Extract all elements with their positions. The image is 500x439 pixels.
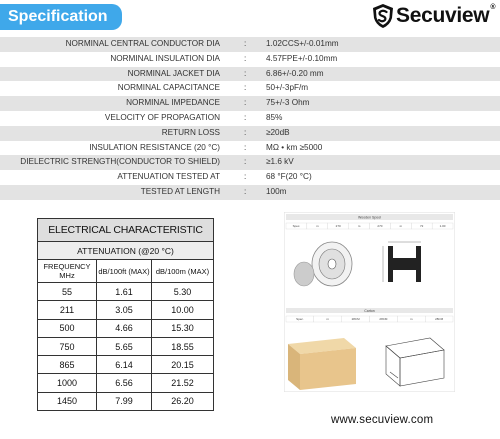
spec-row — [0, 155, 500, 170]
db-100m-cell: 5.30 — [152, 283, 214, 301]
electrical-subtitle: ATTENUATION (@20 °C) — [38, 242, 214, 260]
table-row — [38, 356, 214, 374]
carton-title: Carton — [364, 309, 375, 313]
header-cell: m — [399, 224, 403, 229]
db-100ft-cell: 6.56 — [97, 374, 152, 392]
spec-value: 50+/-3pF/m — [266, 83, 309, 93]
spec-label: NORMINAL JACKET DIA — [127, 68, 220, 78]
spec-row — [0, 141, 500, 156]
spec-label: INSULATION RESISTANCE (20 °C) — [89, 142, 220, 152]
spec-value: 85% — [266, 112, 283, 122]
spec-row — [0, 81, 500, 96]
db-100m-cell: 26.20 — [152, 392, 214, 410]
header-db-100m: dB/100m (MAX) — [152, 260, 214, 283]
packaging-diagram — [284, 212, 455, 392]
header-cell: Spec. — [296, 317, 304, 322]
frequency-cell: 1000 — [38, 374, 97, 392]
frequency-cell: 55 — [38, 283, 97, 301]
section-title: Specification — [0, 4, 122, 30]
spec-label: NORMINAL CAPACITANCE — [117, 83, 220, 93]
table-row — [38, 392, 214, 410]
frequency-cell: 750 — [38, 337, 97, 355]
spec-separator: : — [244, 98, 247, 108]
header-cell: 1.00 — [439, 224, 446, 229]
table-row — [38, 319, 214, 337]
db-100m-cell: 18.55 — [152, 337, 214, 355]
spec-label: DIELECTRIC STRENGTH(CONDUCTOR TO SHIELD) — [20, 157, 220, 167]
carton-box — [288, 338, 356, 390]
spec-row — [0, 67, 500, 82]
header-cell: 28CM — [379, 317, 388, 322]
header-cell: m — [410, 317, 413, 322]
spec-label: VELOCITY OF PROPAGATION — [104, 112, 220, 122]
spec-value: 4.57FPE+/-0.10mm — [266, 53, 338, 63]
header-cell: Spec. — [292, 224, 301, 229]
spec-separator: : — [244, 127, 247, 137]
spec-table — [0, 37, 500, 200]
spec-separator: : — [244, 68, 247, 78]
table-row — [38, 283, 214, 301]
spec-separator: : — [244, 83, 247, 93]
website-url: www.secuview.com — [331, 414, 434, 426]
header-cell: 270 — [377, 224, 383, 229]
spool-header-row — [286, 223, 453, 229]
spool-title: Wooden Spool — [358, 215, 381, 220]
frequency-cell: 1450 — [38, 392, 97, 410]
table-row — [38, 301, 214, 319]
header-cell: m — [357, 224, 361, 229]
db-100m-cell: 20.15 — [152, 356, 214, 374]
carton-header-row — [286, 316, 453, 322]
spec-separator: : — [244, 186, 247, 196]
spec-row — [0, 126, 500, 141]
spec-value: 68 °F(20 °C) — [266, 172, 312, 182]
spec-row — [0, 170, 500, 185]
spec-row — [0, 52, 500, 67]
frequency-cell: 865 — [38, 356, 97, 374]
table-header-row — [38, 260, 214, 283]
db-100ft-cell: 3.05 — [97, 301, 152, 319]
db-100m-cell: 15.30 — [152, 319, 214, 337]
header-cell: 28CM — [351, 317, 360, 322]
db-100m-cell: 10.00 — [152, 301, 214, 319]
spec-value: ≥1.6 kV — [266, 157, 294, 167]
header-frequency: FREQUENCY MHz — [38, 260, 97, 283]
spec-label: NORMINAL INSULATION DIA — [110, 53, 220, 63]
spec-separator: : — [244, 157, 247, 167]
spec-separator: : — [244, 39, 247, 48]
shield-icon — [372, 3, 394, 29]
spec-separator: : — [244, 172, 247, 182]
table-row — [38, 337, 214, 355]
db-100ft-cell: 6.14 — [97, 356, 152, 374]
spec-separator: : — [244, 112, 247, 122]
spec-label: NORMINAL IMPEDANCE — [126, 98, 220, 108]
spec-value: MΩ • km ≥5000 — [266, 142, 323, 152]
spec-value: 100m — [266, 186, 287, 196]
db-100ft-cell: 1.61 — [97, 283, 152, 301]
header-db-100ft: dB/100ft (MAX) — [97, 260, 152, 283]
spec-value: ≥20dB — [266, 127, 290, 137]
db-100m-cell: 21.52 — [152, 374, 214, 392]
db-100ft-cell: 7.99 — [97, 392, 152, 410]
brand-name: Secuview® — [396, 4, 496, 27]
header-cell: 72 — [420, 224, 424, 229]
brand-logo — [372, 3, 495, 29]
table-row — [38, 374, 214, 392]
spec-label: TESTED AT LENGTH — [140, 186, 220, 196]
electrical-table — [37, 218, 214, 411]
db-100ft-cell: 4.66 — [97, 319, 152, 337]
db-100ft-cell: 5.65 — [97, 337, 152, 355]
spec-label: RETURN LOSS — [161, 127, 220, 137]
frequency-cell: 211 — [38, 301, 97, 319]
spec-row — [0, 111, 500, 126]
spec-separator: : — [244, 53, 247, 63]
spec-label: ATTENUATION TESTED AT — [117, 172, 220, 182]
spec-value: 75+/-3 Ohm — [266, 98, 310, 108]
spec-row — [0, 96, 500, 111]
spec-value: 1.02CCS+/-0.01mm — [266, 39, 339, 48]
header-cell: 28CM — [435, 317, 444, 322]
header-cell: m — [326, 317, 329, 322]
header-cell: 270 — [335, 224, 341, 229]
electrical-title: ELECTRICAL CHARACTERISTIC — [38, 219, 214, 242]
spec-separator: : — [244, 142, 247, 152]
spec-row — [0, 185, 500, 200]
spec-row — [0, 37, 500, 52]
spec-value: 6.86+/-0.20 mm — [266, 68, 324, 78]
spec-label: NORMINAL CENTRAL CONDUCTOR DIA — [65, 39, 220, 48]
header-cell: m — [316, 224, 319, 229]
frequency-cell: 500 — [38, 319, 97, 337]
